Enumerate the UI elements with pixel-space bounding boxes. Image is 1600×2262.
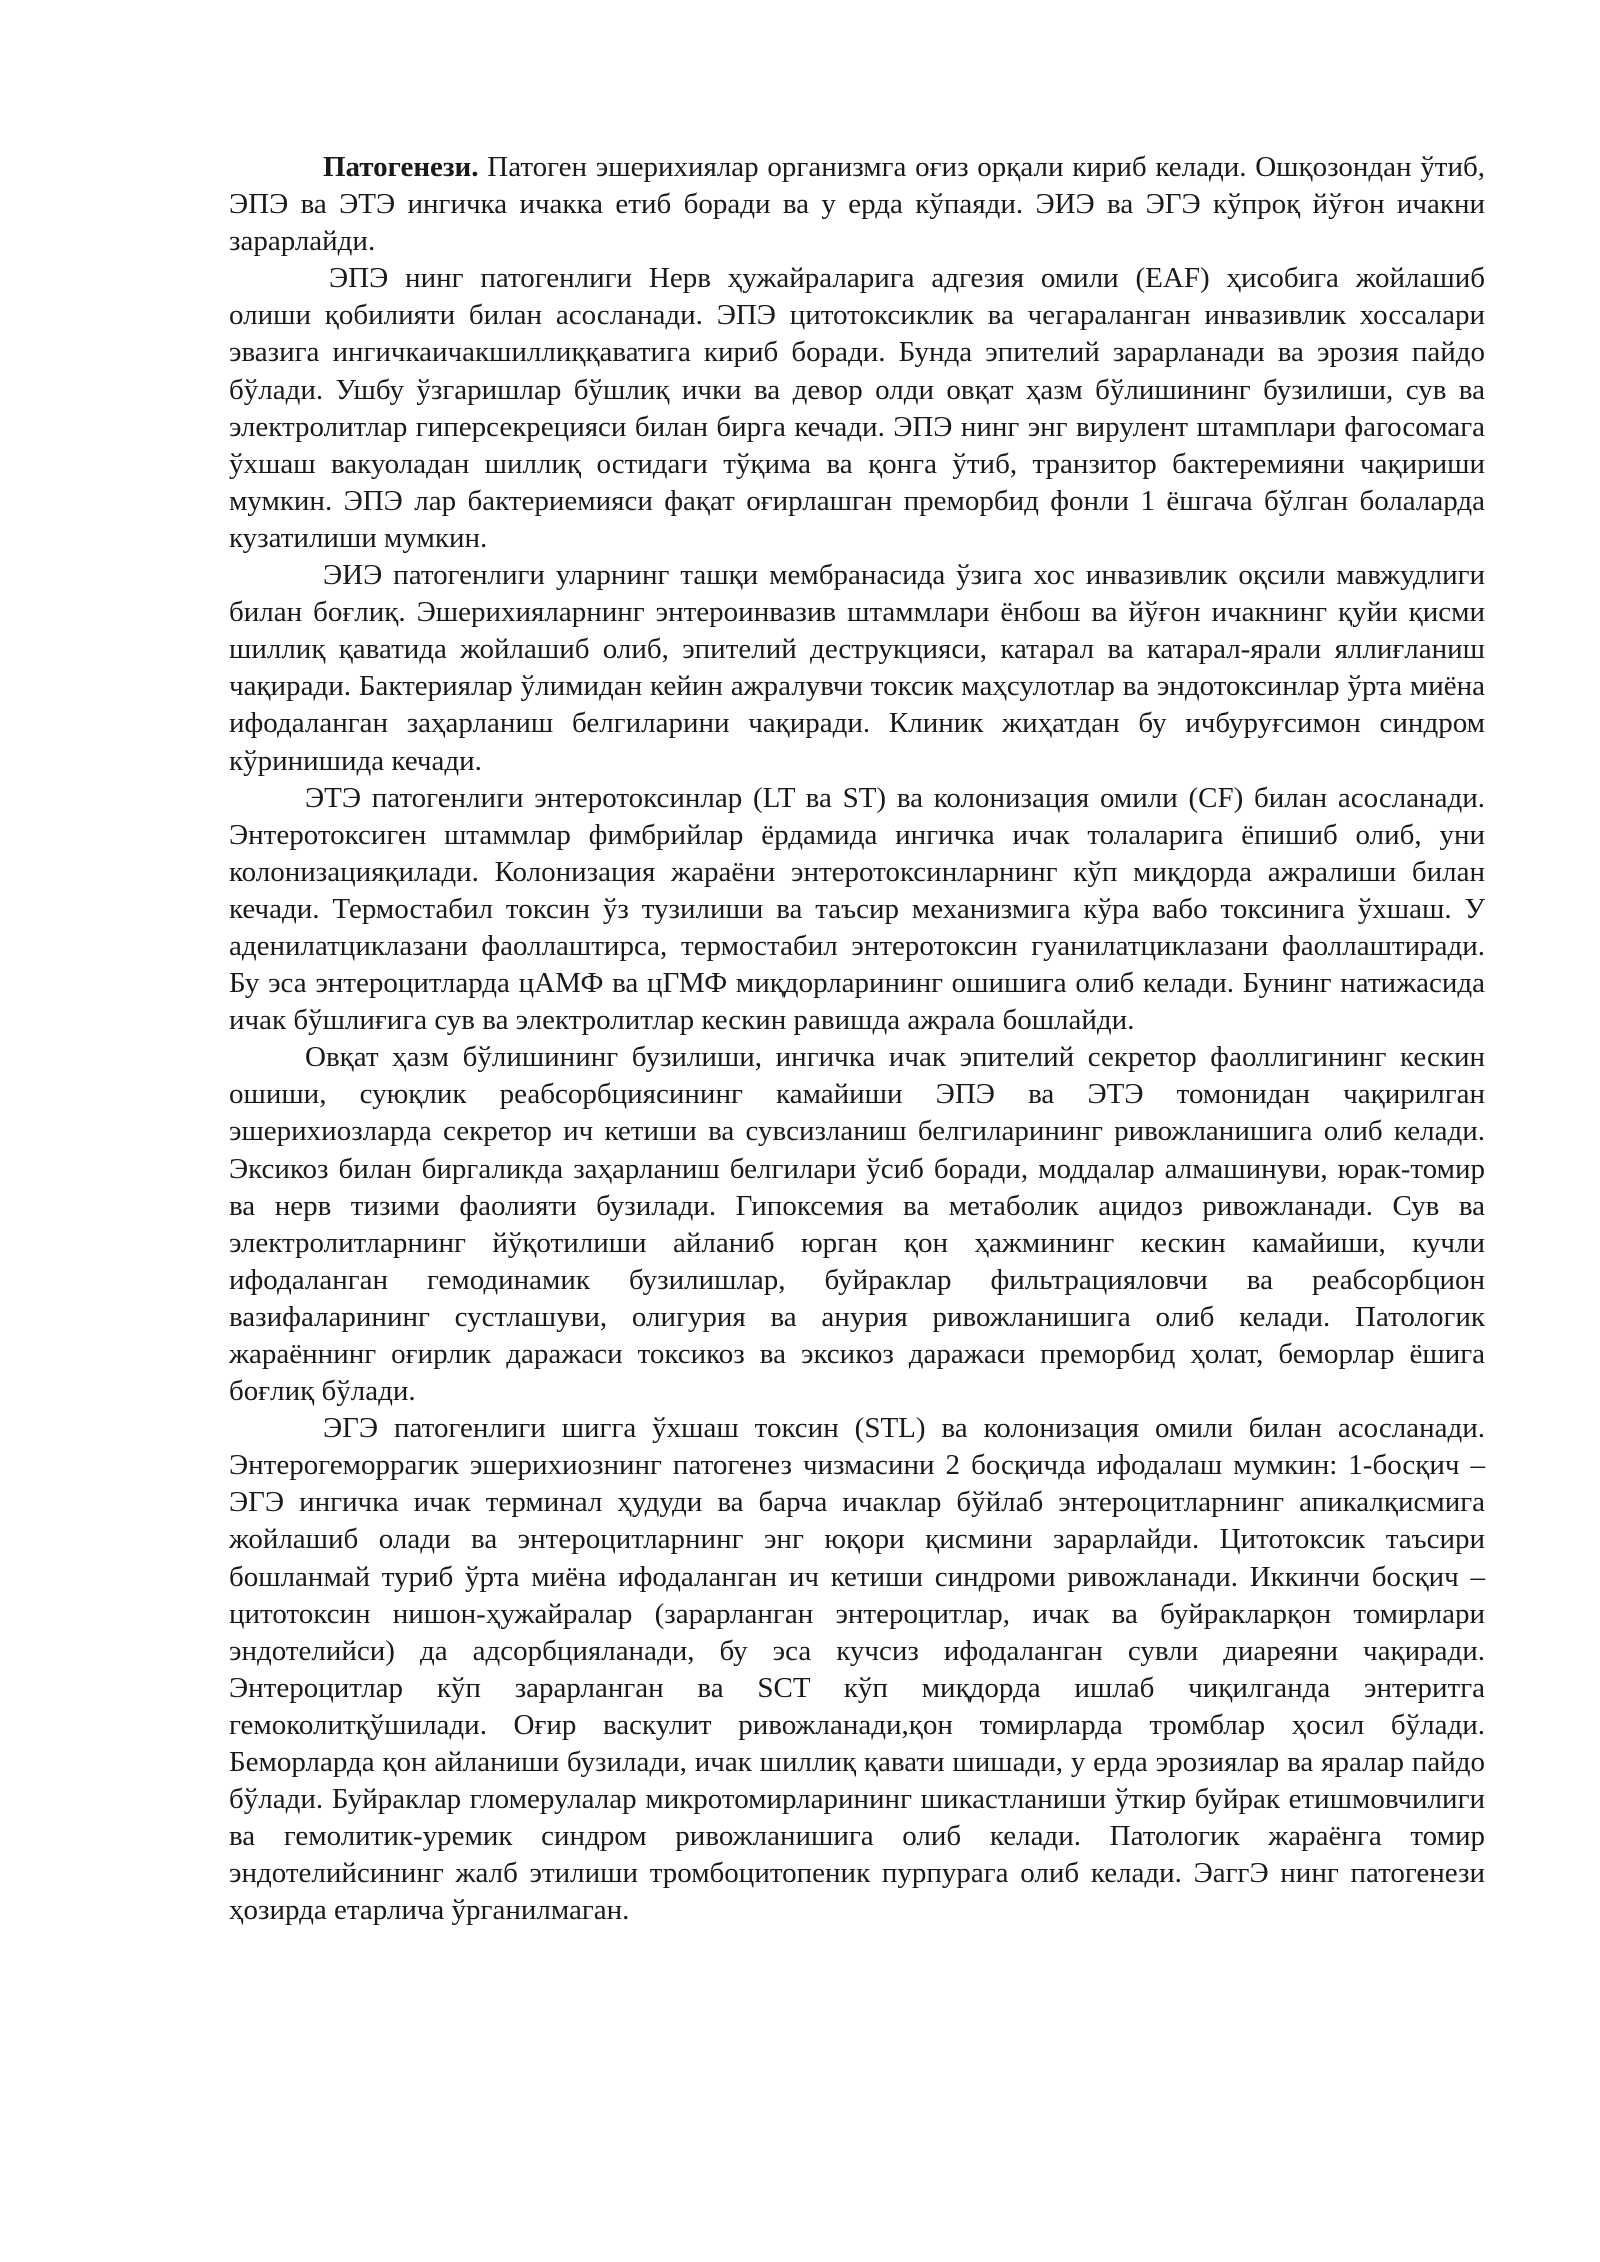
section-heading: Патогенези. [323, 151, 479, 183]
paragraph-digestion: Овқат ҳазм бўлишининг бузилиши, ингичка ичак эпителий секретор фаоллигининг кескин ошиши, суюқлик реабсорбциясининг камайиши ЭПЭ ва ЭТЭ томонидан чақирилган эшерихиозларда секретор ич кетиши ва сувсизланиш белгиларининг ривожланишига олиб келади. Эксикоз билан биргаликда заҳарланиш белгилари ўсиб боради, моддалар алмашинуви, юрак-томир ва нерв тизими фаолияти бузилади. Гипоксемия ва метаболик ацидоз ривожланади. Сув ва электролитларнинг йўқотилиши айланиб юрган қон ҳажмининг кескин камайиши, кучли ифодаланган гемодинамик бузилишлар, буйраклар фильтрацияловчи ва реабсорбцион вазифаларининг сустлашуви, олигурия ва анурия ривожланишига олиб келади. Патологик жараённинг оғирлик даражаси токсикоз ва эксикоз даражаси преморбид ҳолат, беморлар ёшига боғлиқ бўлади. [229, 1041, 1485, 1408]
paragraph-pathogenesis-intro [229, 149, 1485, 260]
paragraph-ete: ЭТЭ патогенлиги энтеротоксинлар (LT ва ST) ва колонизация омили (CF) билан асосланади. Энтеротоксиген штаммлар фимбрийлар ёрдамида ингичка ичак толаларига ёпишиб олиб, уни колонизацияқилади. Колонизация жараёни энтеротоксинларнинг кўп миқдорда ажралиши билан кечади. Термостабил токсин ўз тузилиши ва таъсир механизмига кўра вабо токсинига ўхшаш. У аденилатциклазани фаоллаштирса, термостабил энтеротоксин гуанилатциклазани фаоллаштиради. Бу эса энтероцитларда цАМФ ва цГМФ миқдорларининг ошишига олиб келади. Бунинг натижасида ичак бўшлиғига сув ва электролитлар кескин равишда ажрала бошлайди. [229, 781, 1485, 1037]
paragraph-eie: ЭИЭ патогенлиги уларнинг ташқи мембранасида ўзига хос инвазивлик оқсили мавжудлиги билан боғлиқ. Эшерихияларнинг энтероинвазив штаммлари ёнбош ва йўғон ичакнинг қуйи қисми шиллиқ қаватида жойлашиб олиб, эпителий деструкцияси, катарал ва катарал-ярали яллиғланиш чақиради. Бактериялар ўлимидан кейин ажралувчи токсик маҳсулотлар ва эндотоксинлар ўрта миёна ифодаланган заҳарланиш белгиларини чақиради. Клиник жиҳатдан бу ичбуруғсимон синдром кўринишида кечади. [229, 559, 1485, 777]
document-body [229, 149, 1485, 1930]
paragraph-ege: ЭГЭ патогенлиги шигга ўхшаш токсин (STL) ва колонизация омили билан асосланади. Энтерогеморрагик эшерихиознинг патогенез чизмасини 2 босқичда ифодалаш мумкин: 1-босқич – ЭГЭ ингичка ичак терминал ҳудуди ва барча ичаклар бўйлаб энтероцитларнинг апикалқисмига жойлашиб олади ва энтероцитларнинг энг юқори қисмини зарарлайди. Цитотоксик таъсири бошланмай туриб ўрта миёна ифодаланган ич кетиши синдроми ривожланади. Иккинчи босқич – цитотоксин нишон-ҳужайралар (зарарланган энтероцитлар, ичак ва буйракларқон томирлари эндотелийси) да адсорбцияланади, бу эса кучсиз ифодаланган сувли диареяни чақиради. Энтероцитлар кўп зарарланган ва SCT кўп миқдорда ишлаб чиқилганда энтеритга гемоколитқўшилади. Оғир васкулит ривожланади,қон томирларда тромблар ҳосил бўлади. Беморларда қон айланиши бузилади, ичак шиллиқ қавати шишади, у ерда эрозиялар ва яралар пайдо бўлади. Буйраклар гломерулалар микротомирларининг шикастланиши ўткир буйрак етишмовчилиги ва гемолитик-уремик синдром ривожланишига олиб келади. Патологик жараёнга томир эндотелийсининг жалб этилиши тромбоцитопеник пурпурага олиб келади. ЭаггЭ нинг патогенези ҳозирда етарлича ўрганилмаган. [229, 1412, 1485, 1927]
paragraph-epe: ЭПЭ нинг патогенлиги Нерв ҳужайраларига адгезия омили (EAF) ҳисобига жойлашиб олиши қобилияти билан асосланади. ЭПЭ цитотоксиклик ва чегараланган инвазивлик хоссалари эвазига ингичкаичакшиллиққаватига кириб боради. Бунда эпителий зарарланади ва эрозия пайдо бўлади. Ушбу ўзгаришлар бўшлиқ ички ва девор олди овқат ҳазм бўлишининг бузилиши, сув ва электролитлар гиперсекрецияси билан бирга кечади. ЭПЭ нинг энг вирулент штамплари фагосомага ўхшаш вакуоладан шиллиқ остидаги тўқима ва қонга ўтиб, транзитор бактеремияни чақириши мумкин. ЭПЭ лар бактериемияси фақат оғирлашган преморбид фонли 1 ёшгача бўлган болаларда кузатилиши мумкин. [229, 262, 1485, 554]
paragraph-text: Патоген эшерихиялар организмга оғиз орқали кириб келади. Ошқозондан ўтиб, ЭПЭ ва ЭТЭ ингичка ичакка етиб боради ва у ерда кўпаяди. ЭИЭ ва ЭГЭ кўпроқ йўғон ичакни зарарлайди. [229, 151, 1485, 258]
